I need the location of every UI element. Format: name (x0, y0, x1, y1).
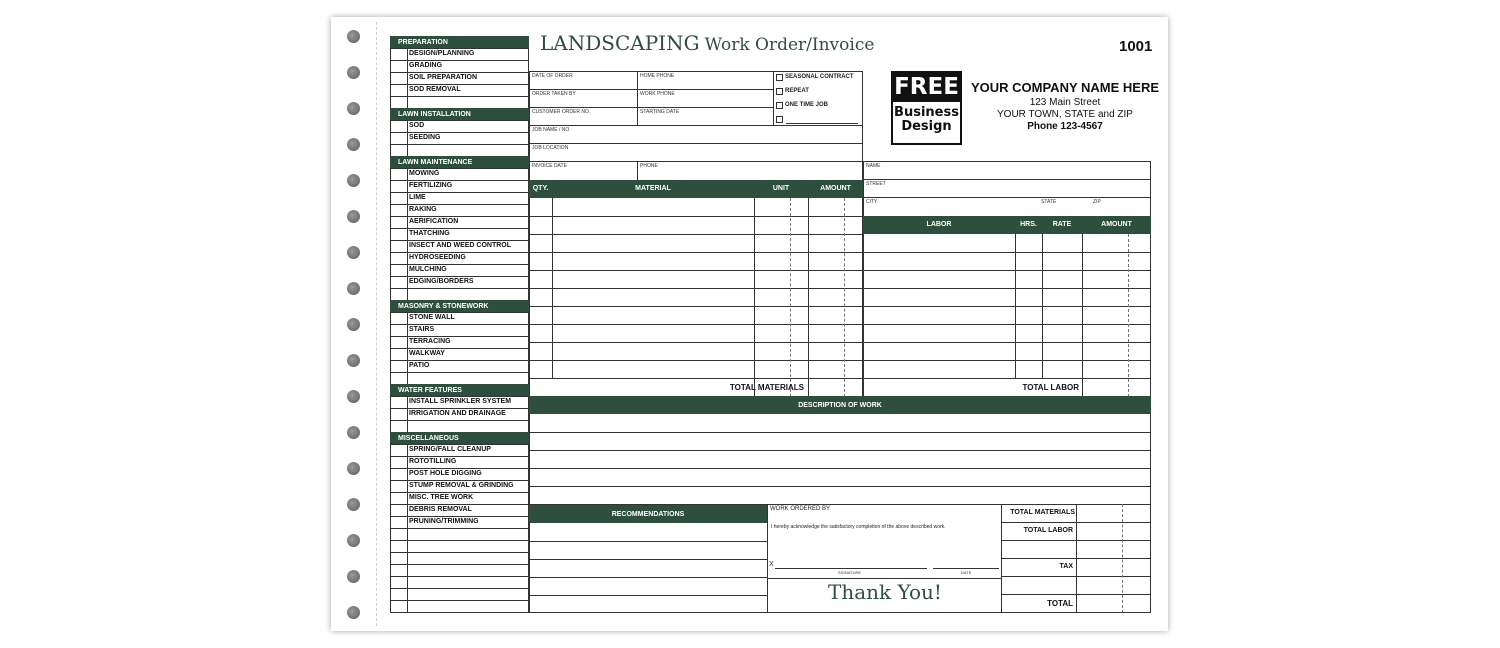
service-checkbox-cell[interactable] (390, 204, 407, 216)
labor-row[interactable] (863, 234, 1151, 252)
materials-row[interactable] (529, 252, 863, 270)
date-of-order-label: DATE OF ORDER (532, 73, 573, 79)
perforation-line (376, 22, 377, 626)
service-item-label: MULCHING (409, 266, 447, 273)
work-ordered-by-label: WORK ORDERED BY (770, 506, 831, 512)
service-checkbox-cell[interactable] (390, 120, 407, 132)
service-item-label: STUMP REMOVAL & GRINDING (409, 482, 514, 489)
description-line[interactable] (529, 468, 1151, 469)
total-materials-label: TOTAL MATERIALS (729, 383, 804, 392)
binder-hole (347, 174, 360, 187)
materials-row[interactable] (529, 288, 863, 306)
service-checkbox-cell[interactable] (390, 336, 407, 348)
service-item-label: PRUNING/TRIMMING (409, 518, 479, 525)
service-checkbox-cell[interactable] (390, 180, 407, 192)
service-item-label: MOWING (409, 170, 440, 177)
labor-row[interactable] (863, 252, 1151, 270)
materials-row[interactable] (529, 234, 863, 252)
description-line[interactable] (529, 450, 1151, 451)
other-job-type-line[interactable] (786, 123, 858, 124)
logo-free-text: FREE (894, 74, 959, 100)
materials-row[interactable] (529, 342, 863, 360)
one-time-job-checkbox[interactable] (776, 102, 783, 109)
service-item-label: FERTILIZING (409, 182, 453, 189)
service-checkbox-cell[interactable] (390, 456, 407, 468)
service-checkbox-cell[interactable] (390, 360, 407, 372)
service-item-label: PATIO (409, 362, 430, 369)
order-taken-by-label: ORDER TAKEN BY (532, 91, 576, 97)
signature-x: X (769, 561, 774, 568)
thank-you-text: Thank You! (828, 580, 942, 604)
service-checkbox-cell[interactable] (390, 84, 407, 96)
labor-row[interactable] (863, 342, 1151, 360)
job-name-label: JOB NAME / NO. (532, 127, 571, 133)
binder-hole (347, 318, 360, 331)
recommendations-header-label: RECOMMENDATIONS (611, 510, 685, 518)
service-item-label: STONE WALL (409, 314, 455, 321)
service-item-label: DEBRIS REMOVAL (409, 506, 472, 513)
materials-row[interactable] (529, 216, 863, 234)
totals-labor-label: TOTAL LABOR (1023, 527, 1073, 534)
service-checkbox-cell[interactable] (390, 192, 407, 204)
total-amount-cell[interactable] (1076, 576, 1151, 594)
binder-hole (347, 102, 360, 115)
company-phone: Phone 123-4567 (1027, 121, 1103, 132)
service-item-label: SOD (409, 122, 425, 129)
binder-hole (347, 354, 360, 367)
company-name: YOUR COMPANY NAME HERE (970, 80, 1160, 95)
materials-unit-header: UNIT (772, 185, 790, 192)
description-line[interactable] (529, 486, 1151, 487)
binder-hole (347, 498, 360, 511)
service-checkbox-cell[interactable] (390, 468, 407, 480)
description-header-label: DESCRIPTION OF WORK (798, 401, 882, 409)
service-item-label: DESIGN/PLANNING (409, 50, 475, 57)
order-info-box (529, 71, 863, 181)
binder-hole (347, 534, 360, 547)
customer-zip-label: ZIP (1093, 199, 1101, 205)
service-item-label: AERIFICATION (409, 218, 459, 225)
customer-street-label: STREET (866, 181, 886, 187)
materials-material-header: MATERIAL (635, 185, 671, 192)
form-title-subtitle: Work Order/Invoice (704, 35, 875, 55)
phone-label: PHONE (640, 163, 658, 169)
service-item-label: POST HOLE DIGGING (409, 470, 482, 477)
service-checkbox-cell[interactable] (390, 480, 407, 492)
recommendation-line[interactable] (529, 559, 767, 560)
job-location-label: JOB LOCATION (532, 145, 569, 151)
service-item-label: STAIRS (409, 326, 435, 333)
date-label: DATE (961, 570, 972, 575)
service-item-label: TERRACING (409, 338, 451, 345)
binder-hole (347, 246, 360, 259)
invoice-date-label: INVOICE DATE (532, 163, 567, 169)
materials-amount-header: AMOUNT (820, 185, 851, 192)
service-checkbox-cell[interactable] (390, 408, 407, 420)
total-amount-cell[interactable] (1076, 558, 1151, 576)
service-checkbox-cell[interactable] (390, 276, 407, 288)
service-checkbox-cell[interactable] (390, 132, 407, 144)
service-item-label: GRADING (409, 62, 443, 69)
date-line[interactable] (933, 568, 999, 569)
materials-row[interactable] (529, 198, 863, 216)
service-item-label: SOD REMOVAL (409, 86, 461, 93)
recommendation-line[interactable] (529, 541, 767, 542)
service-checkbox-cell[interactable] (390, 48, 407, 60)
totals-tax-label: TAX (1059, 563, 1073, 570)
total-amount-cell[interactable] (1076, 504, 1151, 522)
service-checkbox-cell[interactable] (390, 168, 407, 180)
binder-hole (347, 462, 360, 475)
seasonal-contract-checkbox[interactable] (776, 74, 783, 81)
logo-business-design: Business Design (894, 105, 959, 134)
service-checkbox-cell[interactable] (390, 252, 407, 264)
binder-hole (347, 606, 360, 619)
binder-hole (347, 138, 360, 151)
service-item-label: EDGING/BORDERS (409, 278, 474, 285)
labor-row[interactable] (863, 306, 1151, 324)
labor-row[interactable] (863, 288, 1151, 306)
work-phone-label: WORK PHONE (640, 91, 675, 97)
other-job-type-checkbox[interactable] (776, 116, 783, 123)
binder-hole (347, 426, 360, 439)
service-item-label: MISC. TREE WORK (409, 494, 474, 501)
form-title-main: LANDSCAPING (540, 31, 700, 55)
labor-row[interactable] (863, 324, 1151, 342)
service-item-label: HYDROSEEDING (409, 254, 466, 261)
company-street: 123 Main Street (1029, 97, 1101, 108)
total-amount-cell[interactable] (1076, 594, 1151, 612)
service-checkbox-cell[interactable] (390, 516, 407, 528)
acknowledge-text: I hereby acknowledge the satisfactory completion of the above described work. (771, 524, 946, 530)
company-city: YOUR TOWN, STATE and ZIP (997, 109, 1133, 120)
one-time-job-label: ONE TIME JOB (785, 102, 829, 108)
binder-hole (347, 390, 360, 403)
service-checkbox-cell[interactable] (390, 492, 407, 504)
binder-hole (347, 30, 360, 43)
customer-city-label: CITY (866, 199, 878, 205)
totals-materials-label: TOTAL MATERIALS (1010, 509, 1075, 516)
labor-rate-header: RATE (1052, 221, 1072, 228)
materials-row[interactable] (529, 360, 863, 378)
binder-hole (347, 570, 360, 583)
service-item-label: INSTALL SPRINKLER SYSTEM (409, 398, 512, 405)
service-checkbox-cell[interactable] (390, 228, 407, 240)
service-checkbox-cell[interactable] (390, 216, 407, 228)
service-item-label: INSECT AND WEED CONTROL (409, 242, 512, 249)
service-item-label: ROTOTILLING (409, 458, 457, 465)
recommendations-header (529, 505, 767, 523)
labor-row[interactable] (863, 360, 1151, 378)
company-logo (891, 71, 962, 145)
service-item-label: WALKWAY (409, 350, 445, 357)
binder-hole (347, 66, 360, 79)
labor-hrs-header: HRS. (1020, 221, 1037, 228)
signature-line[interactable] (775, 568, 927, 569)
service-checkbox-cell[interactable] (390, 240, 407, 252)
recommendation-line[interactable] (529, 595, 767, 596)
service-checkbox-cell[interactable] (390, 444, 407, 456)
materials-row[interactable] (529, 270, 863, 288)
service-checkbox-cell[interactable] (390, 396, 407, 408)
service-checkbox-cell[interactable] (390, 72, 407, 84)
home-phone-label: HOME PHONE (640, 73, 675, 79)
total-labor-label: TOTAL LABOR (1022, 383, 1079, 392)
total-amount-cell[interactable] (1076, 540, 1151, 558)
sidebar-section-header: MISCELLANEOUS (390, 432, 529, 444)
service-checkbox-cell[interactable] (390, 264, 407, 276)
binder-hole (347, 282, 360, 295)
service-item-label: SOIL PREPARATION (409, 74, 478, 81)
materials-row[interactable] (529, 324, 863, 342)
description-header (529, 396, 1151, 414)
materials-qty-header: QTY. (532, 185, 549, 192)
service-checkbox-cell[interactable] (390, 504, 407, 516)
service-item-label: IRRIGATION AND DRAINAGE (409, 410, 506, 417)
materials-row[interactable] (529, 306, 863, 324)
repeat-label: REPEAT (785, 88, 809, 94)
service-checkbox-cell[interactable] (390, 324, 407, 336)
description-line[interactable] (529, 432, 1151, 433)
service-item-label: RAKING (409, 206, 437, 213)
total-amount-cell[interactable] (1076, 522, 1151, 540)
recommendation-line[interactable] (529, 577, 767, 578)
totals-total-label: TOTAL (1047, 599, 1073, 608)
service-item-label: SPRING/FALL CLEANUP (409, 446, 491, 453)
starting-date-label: STARTING DATE (640, 109, 680, 115)
service-item-label: SEEDING (409, 134, 441, 141)
customer-box (863, 161, 1151, 217)
binder-hole (347, 210, 360, 223)
repeat-checkbox[interactable] (776, 88, 783, 95)
sidebar-section-header: WATER FEATURES (390, 384, 529, 396)
signature-label: SIGNATURE (838, 570, 862, 575)
seasonal-contract-label: SEASONAL CONTRACT (785, 74, 854, 80)
form-number: 1001 (1119, 38, 1153, 55)
service-item-label: LIME (409, 194, 426, 201)
sidebar-section-header: PREPARATION (390, 36, 529, 48)
service-item-label: THATCHING (409, 230, 450, 237)
customer-name-label: NAME (866, 163, 881, 169)
customer-order-no-label: CUSTOMER ORDER NO. (532, 109, 591, 115)
sidebar-section-header: MASONRY & STONEWORK (390, 300, 529, 312)
labor-amount-header: AMOUNT (1101, 221, 1132, 228)
labor-row[interactable] (863, 270, 1151, 288)
form-title (540, 31, 874, 55)
service-checkbox-cell[interactable] (390, 60, 407, 72)
sidebar-section-header: LAWN INSTALLATION (390, 108, 529, 120)
sidebar-section-header: LAWN MAINTENANCE (390, 156, 529, 168)
customer-state-label: STATE (1041, 199, 1057, 205)
service-checkbox-cell[interactable] (390, 312, 407, 324)
labor-labor-header: LABOR (926, 221, 952, 228)
service-checkbox-cell[interactable] (390, 348, 407, 360)
